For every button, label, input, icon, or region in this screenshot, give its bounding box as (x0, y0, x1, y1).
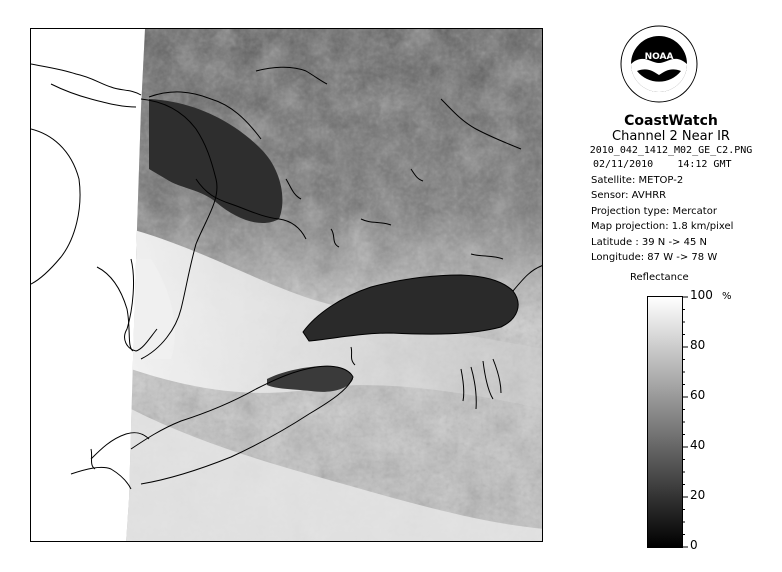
scale-tick-label: 80 (690, 338, 706, 352)
latitude-line: Latitude : 39 N -> 45 N (591, 236, 707, 248)
file-name: 2010_042_1412_M02_GE_C2.PNG (589, 145, 753, 156)
projection-type-line: Projection type: Mercator (591, 205, 717, 217)
date-time (563, 157, 779, 173)
scale-tick-label: 20 (690, 488, 706, 502)
logo-text: NOAA (644, 52, 674, 62)
sensor-line: Sensor: AVHRR (591, 190, 667, 201)
satellite-line: Satellite: METOP-2 (591, 174, 684, 186)
longitude-line: Longitude: 87 W -> 78 W (591, 252, 718, 263)
scale-tick-label: 100 (690, 288, 713, 302)
scale-tick-label: 60 (690, 388, 706, 402)
date-value: 02/11/2010 (593, 159, 654, 170)
color-scale (647, 296, 683, 548)
legend-title: Reflectance (630, 272, 689, 283)
scale-tick-label: 0 (690, 538, 698, 552)
scale-tick-label: 40 (690, 438, 706, 452)
satellite-map[interactable] (30, 28, 543, 542)
info-panel (563, 113, 779, 266)
legend-unit: % (722, 291, 732, 302)
noaa-logo (619, 21, 699, 107)
map-projection-line: Map projection: 1.8 km/pixel (591, 221, 734, 232)
time-value: 14:12 GMT (677, 159, 732, 170)
product-name: Channel 2 Near IR (612, 129, 730, 144)
scale-ticks (682, 296, 742, 548)
satellite-map-svg (31, 29, 543, 542)
brand-title: CoastWatch (624, 113, 718, 129)
